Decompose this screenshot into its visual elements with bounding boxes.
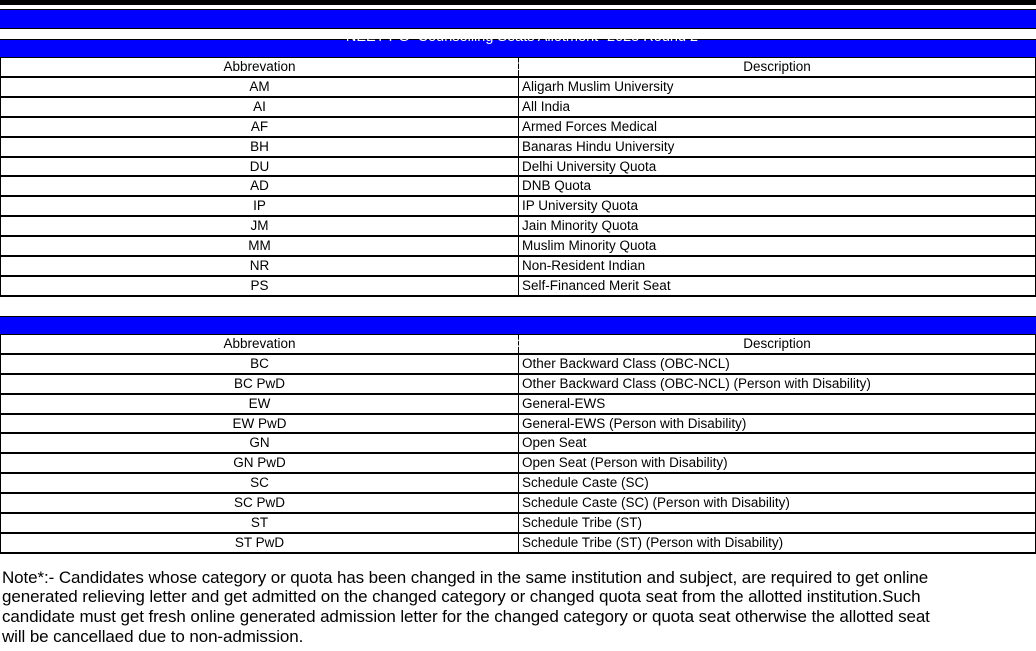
note-line: will be cancellaed due to non-admission. (2, 626, 304, 646)
table-row (1, 533, 1036, 553)
description-cell: Open Seat (519, 433, 1036, 453)
spacer (0, 297, 1036, 316)
category-table (0, 335, 1036, 554)
description-cell: Non-Resident Indian (519, 256, 1036, 276)
description-cell: Armed Forces Medical (519, 117, 1036, 137)
description-cell: DNB Quota (519, 176, 1036, 196)
description-cell: Schedule Tribe (ST) (519, 513, 1036, 533)
table-row (1, 137, 1036, 157)
table-row (1, 77, 1036, 97)
description-cell: Schedule Tribe (ST) (Person with Disability) (519, 533, 1036, 553)
abbrevation-cell: BH (1, 137, 519, 157)
table-row (1, 196, 1036, 216)
table-row (1, 493, 1036, 513)
abbrevation-cell: BC (1, 354, 519, 374)
table-row (1, 236, 1036, 256)
note-line: candidate must get fresh online generated admission letter for the changed category or quota seat otherwise the allotted seat (2, 607, 930, 627)
abbrevation-cell: AI (1, 97, 519, 117)
quota-table-body (1, 77, 1036, 296)
table-row (1, 433, 1036, 453)
column-header-description: Description (519, 335, 1036, 354)
abbrevation-cell: AF (1, 117, 519, 137)
table-row (1, 354, 1036, 374)
description-cell: Other Backward Class (OBC-NCL) (Person with Disability) (519, 374, 1036, 394)
description-cell: All India (519, 97, 1036, 117)
abbrevation-cell: GN PwD (1, 453, 519, 473)
page-title-text: NEET-PG Counselling Seats Allotment -2025 Round 2 (345, 29, 699, 45)
abbrevation-cell: AM (1, 77, 519, 97)
category-table-body (1, 354, 1036, 553)
description-cell: Self-Financed Merit Seat (519, 276, 1036, 296)
description-cell: Schedule Caste (SC) (519, 473, 1036, 493)
table-row (1, 276, 1036, 296)
note-text (0, 568, 1036, 646)
column-header-description: Description (519, 58, 1036, 77)
abbrevation-cell: PS (1, 276, 519, 296)
table-row (1, 374, 1036, 394)
table-row (1, 453, 1036, 473)
table-row (1, 97, 1036, 117)
table-row (1, 513, 1036, 533)
abbrevation-cell: ST (1, 513, 519, 533)
abbrevation-cell: DU (1, 157, 519, 177)
abbrevation-cell: BC PwD (1, 374, 519, 394)
abbrevation-cell: GN (1, 433, 519, 453)
table-row (1, 157, 1036, 177)
abbrevation-cell: AD (1, 176, 519, 196)
description-cell: Banaras Hindu University (519, 137, 1036, 157)
note-line: Note*:- Candidates whose category or quota has been changed in the same institution and subject, are required to get online (2, 567, 929, 587)
description-cell: Open Seat (Person with Disability) (519, 453, 1036, 473)
abbrevation-cell: ST PwD (1, 533, 519, 553)
page-title (0, 9, 1036, 45)
abbrevation-cell: EW PwD (1, 414, 519, 434)
abbrevation-cell: JM (1, 216, 519, 236)
description-cell: IP University Quota (519, 196, 1036, 216)
table-row (1, 117, 1036, 137)
description-cell: General-EWS (Person with Disability) (519, 414, 1036, 434)
table-row (1, 256, 1036, 276)
description-cell: Jain Minority Quota (519, 216, 1036, 236)
description-cell: Muslim Minority Quota (519, 236, 1036, 256)
description-cell: Other Backward Class (OBC-NCL) (519, 354, 1036, 374)
description-cell: Schedule Caste (SC) (Person with Disability) (519, 493, 1036, 513)
quota-section-title: Quota Abbrevation (465, 58, 578, 73)
column-header-abbrevation: Abbrevation (1, 58, 519, 77)
table-row (1, 394, 1036, 414)
top-border-bar (0, 0, 1036, 5)
abbrevation-cell: NR (1, 256, 519, 276)
abbrevation-cell: SC (1, 473, 519, 493)
abbrevation-cell: MM (1, 236, 519, 256)
description-cell: Delhi University Quota (519, 157, 1036, 177)
abbrevation-cell: IP (1, 196, 519, 216)
abbrevation-cell: SC PwD (1, 493, 519, 513)
abbrevation-cell: EW (1, 394, 519, 414)
column-header-abbrevation: Abbrevation (1, 335, 519, 354)
description-cell: General-EWS (519, 394, 1036, 414)
category-section-title: Allotted Category Abbrevations (428, 334, 615, 350)
table-row (1, 216, 1036, 236)
quota-table (0, 58, 1036, 297)
table-row (1, 414, 1036, 434)
description-cell: Aligarh Muslim University (519, 77, 1036, 97)
note-line: generated relieving letter and get admitted on the changed category or changed quota seat from the allotted institution.Such (2, 587, 921, 607)
table-row (1, 473, 1036, 493)
table-row (1, 176, 1036, 196)
